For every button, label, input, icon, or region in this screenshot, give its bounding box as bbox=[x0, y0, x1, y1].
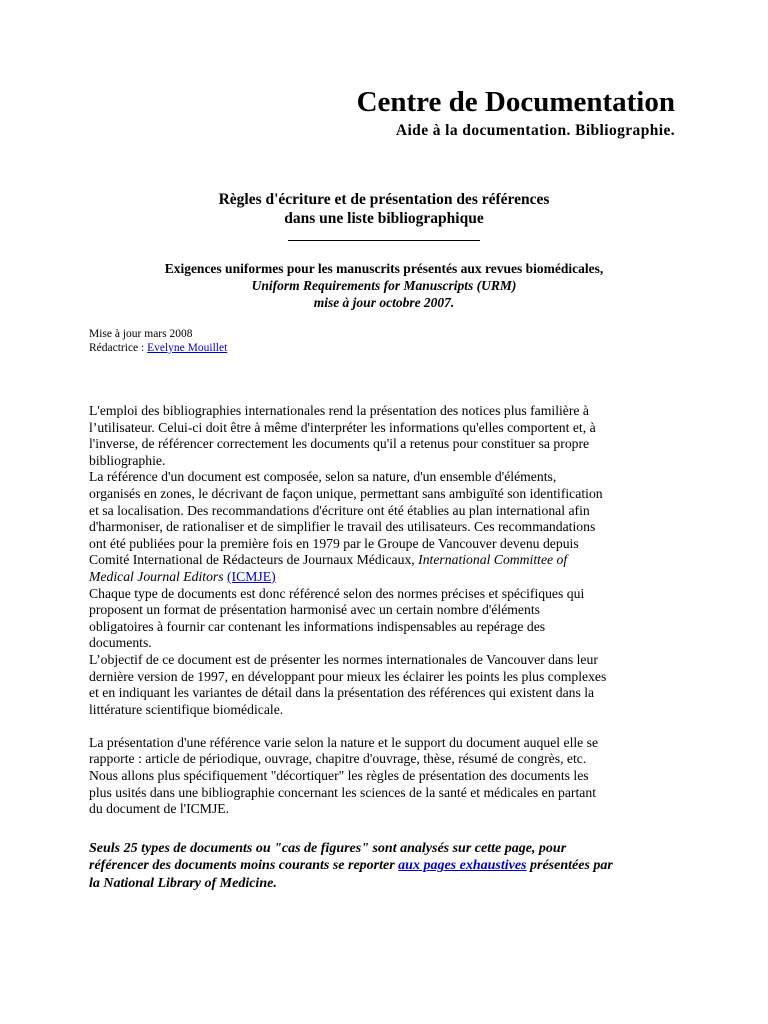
icmje-link[interactable]: (ICMJE) bbox=[227, 568, 276, 584]
body-line: dernière version de 1997, en développant pour mieux les éclairer les points les plus complexes bbox=[89, 668, 607, 684]
heading-divider bbox=[288, 240, 480, 241]
scope-note bbox=[89, 840, 709, 892]
paragraph-gap bbox=[89, 718, 689, 735]
body-line: bibliographie. bbox=[89, 452, 166, 468]
body-line: obligatoires à fournir car contenant les informations indispensables au repérage des bbox=[89, 618, 546, 634]
body-line: plus usités dans une bibliographie concernant les sciences de la santé et médicales en partant bbox=[89, 784, 597, 800]
editor-label: Rédactrice : bbox=[89, 342, 148, 354]
body-line: Chaque type de documents est donc référencé selon des normes précises et spécifiques qui bbox=[89, 585, 585, 601]
body-line: l'inverse, de référencer correctement les documents qu'il a retenus pour constituer sa propre bbox=[89, 436, 590, 452]
meta-info bbox=[89, 327, 227, 355]
body-line: rapporte : article de périodique, ouvrage, chapitre d'ouvrage, thèse, résumé de congrès, etc. bbox=[89, 751, 587, 767]
committee-name-italic: International Committee of bbox=[418, 552, 568, 568]
committee-name-italic-2: Medical Journal Editors bbox=[89, 568, 224, 584]
page-title: Centre de Documentation bbox=[356, 86, 675, 118]
body-line: littérature scientifique biomédicale. bbox=[89, 701, 284, 717]
body-line: d'harmoniser, de rationaliser et de simplifier le travail des utilisateurs. Ces recommandations bbox=[89, 519, 596, 535]
note-text-after: présentées par bbox=[526, 858, 613, 874]
editor-link[interactable]: Evelyne Mouillet bbox=[147, 342, 228, 354]
body-line: l’utilisateur. Celui-ci doit être à même d'interpréter les informations qu'elles comportent et, à bbox=[89, 419, 596, 435]
body-line: documents. bbox=[89, 635, 152, 651]
editor-line bbox=[89, 341, 227, 355]
body-line: La présentation d'une référence varie selon la nature et le support du document auquel elle se bbox=[89, 734, 599, 750]
urm-line-1: Exigences uniformes pour les manuscrits présentés aux revues biomédicales, bbox=[164, 261, 604, 276]
body-line: Nous allons plus spécifiquement "décortiquer" les règles de présentation des documents les bbox=[89, 768, 589, 784]
body-line: L’objectif de ce document est de présenter les normes internationales de Vancouver dans leur bbox=[89, 651, 598, 667]
rules-heading-line-2: dans une liste bibliographique bbox=[284, 210, 484, 227]
body-line bbox=[89, 552, 689, 569]
body-line: du document de l'ICMJE. bbox=[89, 801, 230, 817]
intro-text bbox=[89, 403, 689, 818]
note-line: la National Library of Medicine. bbox=[89, 875, 277, 891]
body-line: proposent un format de présentation harmonisé avec un certain nombre d'éléments bbox=[89, 602, 540, 618]
body-line bbox=[89, 569, 689, 586]
body-line: ont été publiées pour la première fois en 1979 par le Groupe de Vancouver devenu depuis bbox=[89, 535, 579, 551]
note-line: Seuls 25 types de documents ou "cas de figures" sont analysés sur cette page, pour bbox=[89, 841, 567, 856]
rules-heading bbox=[0, 190, 768, 228]
urm-heading bbox=[0, 260, 768, 311]
body-line: et sa localisation. Des recommandations d'écriture ont été établies au plan international afin bbox=[89, 502, 590, 518]
body-line: organisés en zones, le décrivant de façon unique, permettant sans ambiguïté son identification bbox=[89, 485, 603, 501]
exhaustive-pages-link[interactable]: aux pages exhaustives bbox=[398, 858, 527, 874]
rules-heading-line-1: Règles d'écriture et de présentation des références bbox=[218, 191, 550, 208]
body-line: La référence d'un document est composée, selon sa nature, d'un ensemble d'éléments, bbox=[89, 469, 557, 485]
body-line: et en indiquant les variantes de détail dans la présentation des références qui existent dans la bbox=[89, 685, 595, 701]
note-line bbox=[89, 857, 709, 874]
note-text-before: référencer des documents moins courants se reporter bbox=[89, 858, 399, 874]
update-date: Mise à jour mars 2008 bbox=[89, 328, 193, 340]
page-subtitle: Aide à la documentation. Bibliographie. bbox=[395, 122, 675, 139]
urm-line-2: Uniform Requirements for Manuscripts (URM) bbox=[251, 278, 517, 293]
body-line: L'emploi des bibliographies internationales rend la présentation des notices plus familière à bbox=[89, 403, 590, 418]
urm-line-3: mise à jour octobre 2007. bbox=[313, 295, 455, 310]
committee-text: Comité International de Rédacteurs de Journaux Médicaux, bbox=[89, 552, 419, 568]
